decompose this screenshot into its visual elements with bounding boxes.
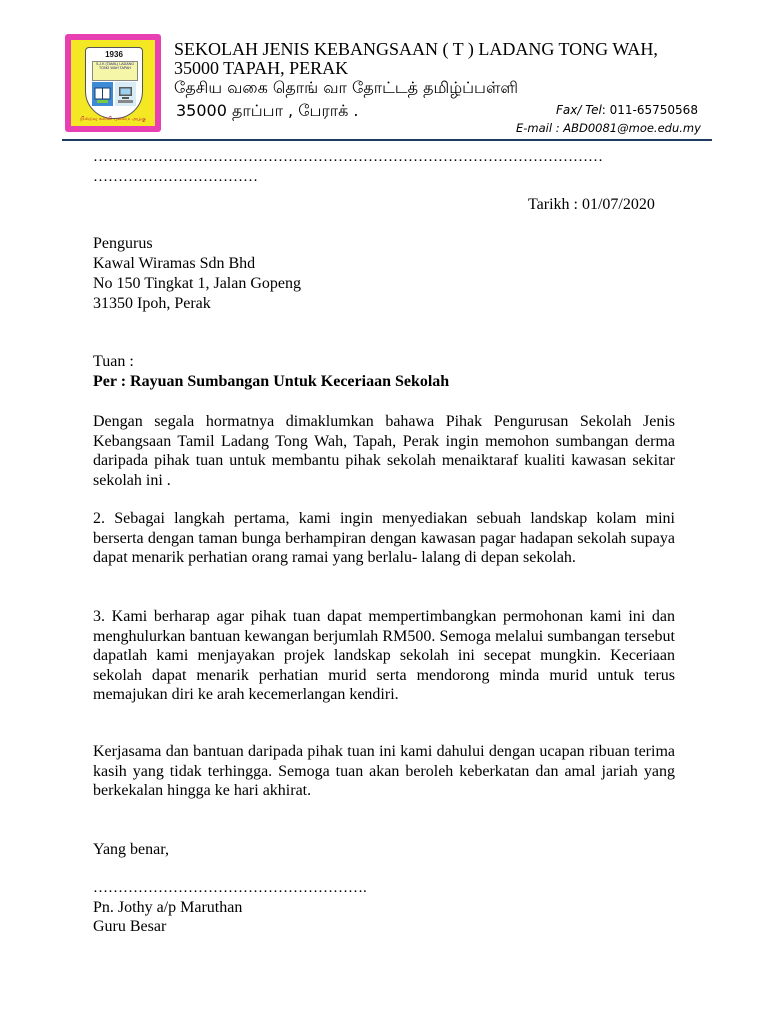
computer-icon	[115, 82, 136, 106]
paragraph-3: 3. Kami berharap agar pihak tuan dapat mempertimbangkan permohonan kami ini dan menghulurkan bantuan kewangan berjumlah RM500. Semoga melalui sumbangan tersebut dapatlah kami menjayakan projek landskap sekolah ini secepat mungkin. Keceriaan sekolah dapat menarik perhatian murid serta mendorong minda murid untuk terus memajukan diri ke arah kecemerlangan kendiri.	[93, 608, 675, 703]
subject-line: Per : Rayuan Sumbangan Untuk Keceriaan Sekolah	[93, 373, 450, 390]
header-divider	[62, 139, 712, 141]
logo-shield	[85, 47, 143, 119]
logo-background	[71, 40, 155, 126]
recipient-line-4: 31350 Ipoh, Perak	[93, 295, 211, 312]
letter-date: Tarikh : 01/07/2020	[528, 196, 655, 213]
fax-value: : 011-65750568	[601, 103, 698, 117]
school-postcode-line: 35000 TAPAH, PERAK	[174, 58, 349, 78]
school-logo	[65, 34, 161, 132]
school-postcode-tamil: 35000 தாப்பா , பேராக் .	[176, 101, 359, 120]
signatory-name: Pn. Jothy a/p Maruthan	[93, 899, 243, 916]
book-icon	[92, 82, 113, 106]
signatory-title: Guru Besar	[93, 918, 167, 935]
school-name-tamil: தேசிய வகை தொங் வா தோட்டத் தமிழ்ப்பள்ளி	[174, 78, 519, 97]
fax-tel	[556, 103, 698, 117]
recipient-line-2: Kawal Wiramas Sdn Bhd	[93, 255, 256, 272]
sign-off: Yang benar,	[93, 841, 169, 858]
salutation: Tuan :	[93, 353, 134, 370]
paragraph-4: Kerjasama dan bantuan daripada pihak tuan ini kami dahului dengan ucapan ribuan terima kasih yang tidak terhingga. Semoga tuan akan beroleh keberkatan dan amal jariah yang berkekalan hingga ke hari akhirat.	[93, 743, 675, 799]
paragraph-2: 2. Sebagai langkah pertama, kami ingin menyediakan sebuah landskap kolam mini berserta dengan taman bunga berhampiran dengan kawasan pagar hadapan sekolah supaya dapat menarik perhatian orang ramai yang berlalu- lalang di depan sekolah.	[93, 510, 675, 566]
recipient-line-3: No 150 Tingkat 1, Jalan Gopeng	[93, 275, 301, 292]
signature-line: ……………………………………………….	[93, 880, 367, 896]
reference-line-1: …………………………………………………………………………………………	[93, 150, 603, 165]
email: E-mail : ABD0081@moe.edu.my	[516, 121, 701, 135]
logo-year: 1936	[105, 50, 123, 59]
logo-motto: நிறைவு கல்வி புலமை அழகு	[80, 116, 146, 122]
fax-label: Fax/ Tel	[556, 103, 602, 117]
logo-band-text: S.J.K (TAMIL) LADANG TONG WAH TAPAH	[92, 61, 138, 81]
recipient-line-1: Pengurus	[93, 235, 153, 252]
reference-line-2: ……………………………	[93, 170, 258, 185]
school-name: SEKOLAH JENIS KEBANGSAAN ( T ) LADANG TONG WAH,	[174, 39, 658, 59]
paragraph-1: Dengan segala hormatnya dimaklumkan bahawa Pihak Pengurusan Sekolah Jenis Kebangsaan Tamil Ladang Tong Wah, Tapah, Perak ingin memohon sumbangan derma daripada pihak tuan untuk membantu pihak sekolah menaiktaraf kualiti kawasan sekitar sekolah ini .	[93, 413, 675, 489]
